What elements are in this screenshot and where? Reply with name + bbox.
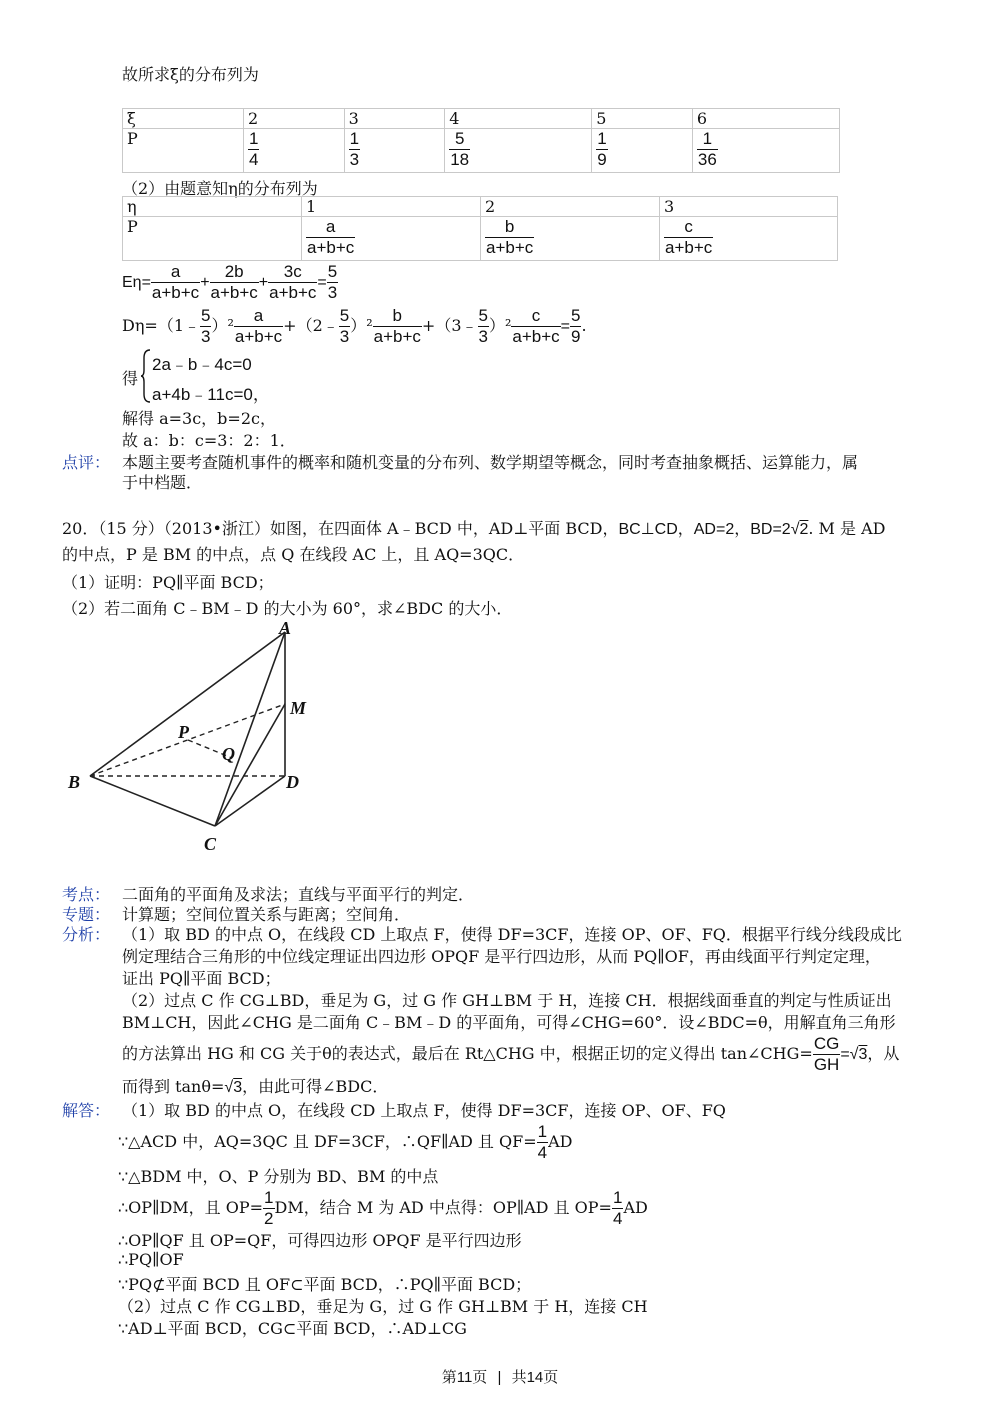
comment-line-1: 本题主要考查随机事件的概率和随机变量的分布列、数学期望等概念，同时考查抽象概括、运算能力，属 — [122, 453, 859, 472]
fenxi-line-6: 的方法算出 HG 和 CG 关于θ的表达式，最后在 Rt△CHG 中，根据正切的定义得出 tan∠CHG= $\frac{CG}{GH}$ =√3，从 — [122, 1034, 900, 1074]
label-a: A — [279, 618, 292, 638]
fenxi-line-2: 例定理结合三角形的中位线定理证出四边形 OPQF 是平行四边形，从而 PQ∥OF，再由线面平行判定定理， — [122, 947, 881, 966]
prob-fraction: $\frac{1}{9}$ — [597, 129, 607, 169]
page-number: 第11页 — [441, 1369, 488, 1386]
jieda-line-6: ∴PQ∥OF — [118, 1250, 184, 1269]
prob-fraction: $\frac{1}{36}$ — [697, 129, 717, 169]
intro-line: 故所求ξ的分布列为 — [122, 65, 259, 84]
edge-mc — [215, 704, 285, 826]
table-cell-value: 3 — [344, 109, 445, 129]
label-c: C — [204, 834, 217, 854]
question-1: （1）证明：PQ∥平面 BCD； — [62, 573, 274, 592]
footer-separator: | — [497, 1369, 502, 1386]
part2-line: （2）由题意知η的分布列为 — [122, 179, 318, 198]
equation-1: 2a﹣b﹣4c=0 — [152, 355, 252, 374]
fenxi-line-4: （2）过点 C 作 CG⊥BD，垂足为 G，过 G 作 GH⊥BM 于 H，连接 CH．根据线面垂直的判定与性质证出 — [122, 991, 892, 1010]
xi-distribution-table — [122, 108, 840, 173]
fenxi-line-1: （1）取 BD 的中点 O，在线段 CD 上取点 F，使得 DF=3CF，连接 OP、OF、FQ．根据平行线分线段成比 — [122, 925, 902, 944]
fenxi-line-5: BM⊥CH，因此∠CHG 是二面角 C﹣BM﹣D 的平面角，可得∠CHG=60°．设∠BDC=θ，用解直角三角形 — [122, 1013, 896, 1032]
table-cell-value: 2 — [481, 197, 660, 217]
jieda-line-9: ∵AD⊥平面 BCD，CG⊂平面 BCD，∴AD⊥CG — [118, 1319, 467, 1338]
label-b: B — [68, 772, 81, 792]
equation-2: a+4b﹣11c=0， — [152, 385, 270, 404]
kaodian-label: 考点： — [62, 885, 111, 904]
comment-line-2: 于中档题． — [122, 473, 203, 492]
jieda-label: 解答： — [62, 1101, 111, 1120]
question-2: （2）若二面角 C﹣BM﹣D 的大小为 60°，求∠BDC 的大小． — [62, 599, 513, 618]
page-total: 共14页 — [511, 1369, 559, 1386]
table-cell-value: 6 — [692, 109, 839, 129]
jieda-line-2: ∵△ACD 中，AQ=3QC 且 DF=3CF，∴QF∥AD 且 QF= $\frac{1}{4}$ AD — [118, 1122, 573, 1162]
label-p: P — [178, 722, 189, 742]
prob-fraction: $\frac{5}{18}$ — [450, 129, 470, 169]
kaodian-text: 二面角的平面角及求法；直线与平面平行的判定． — [122, 885, 475, 904]
jieda-line-8: （2）过点 C 作 CG⊥BD，垂足为 G，过 G 作 GH⊥BM 于 H，连接 CH — [118, 1297, 648, 1316]
zhuanti-text: 计算题；空间位置关系与距离；空间角． — [122, 905, 411, 924]
problem-20-line-2: 的中点，P 是 BM 的中点，点 Q 在线段 AC 上，且 AQ=3QC． — [62, 545, 525, 564]
table-cell-value: 2 — [244, 109, 345, 129]
label-d: D — [286, 772, 299, 792]
jieda-line-1: （1）取 BD 的中点 O，在线段 CD 上取点 F，使得 DF=3CF，连接 OP、OF、FQ — [122, 1101, 726, 1120]
jieda-line-7: ∵PQ⊄平面 BCD 且 OF⊂平面 BCD，∴PQ∥平面 BCD； — [118, 1275, 532, 1294]
prob-fraction: $\frac{a}{a+b+c}$ — [307, 217, 355, 257]
prob-fraction: $\frac{c}{a+b+c}$ — [665, 217, 713, 257]
table-cell-value: 3 — [660, 197, 838, 217]
edge-bc — [90, 776, 215, 826]
prob-fraction: $\frac{1}{4}$ — [249, 129, 259, 169]
table-cell-label: P — [123, 217, 302, 261]
page-footer — [0, 1366, 1000, 1387]
prob-fraction: $\frac{1}{3}$ — [349, 129, 360, 169]
variance-formula: Dη=（1﹣ $\frac{5}{3}$ ）² $\frac{a}{a+b+c}$ +（2﹣ $\frac{5}{3}$ ）² $\frac{b}{a+b+c}$ +（3﹣ $\frac{5}{3}$ ）² $\frac{c}{a+b+c}$ = $\frac{5}{9}$ . — [122, 306, 587, 346]
fenxi-line-7: 而得到 tanθ=√3，由此可得∠BDC． — [122, 1077, 389, 1096]
expectation-formula: Eη= $\frac{a}{a+b+c}$ + $\frac{2b}{a+b+c}$ + $\frac{3c}{a+b+c}$ = $\frac{5}{3}$ — [122, 262, 338, 302]
label-m: M — [290, 698, 307, 718]
tetrahedron-figure — [60, 618, 350, 858]
table-cell-value: 4 — [445, 109, 592, 129]
sqrt-sign: √ — [790, 521, 800, 538]
solve-line-2: 故 a：b：c=3：2：1． — [122, 431, 296, 450]
table-cell-value: 1 — [302, 197, 481, 217]
edge-cd — [215, 776, 285, 826]
brace-icon — [140, 348, 152, 404]
table-cell-label: η — [123, 197, 302, 217]
zhuanti-label: 专题： — [62, 905, 111, 924]
jieda-line-5: ∴OP∥QF 且 OP=QF，可得四边形 OPQF 是平行四边形 — [118, 1231, 522, 1250]
jieda-line-4: ∴OP∥DM，且 OP= $\frac{1}{2}$ DM，结合 M 为 AD 中点得：OP∥AD 且 OP= $\frac{1}{4}$ AD — [118, 1188, 648, 1228]
solve-line-1: 解得 a=3c，b=2c， — [122, 409, 276, 428]
label-q: Q — [222, 744, 235, 764]
table-cell-value: 5 — [592, 109, 693, 129]
table-cell-label: P — [123, 129, 244, 173]
edge-ac — [215, 632, 285, 826]
fenxi-label: 分析： — [62, 925, 111, 944]
comment-label: 点评： — [62, 453, 111, 472]
eta-distribution-table — [122, 196, 838, 261]
table-cell-label: ξ — [123, 109, 244, 129]
prob-fraction: $\frac{b}{a+b+c}$ — [486, 217, 534, 257]
jieda-line-3: ∵△BDM 中，O、P 分别为 BD、BM 的中点 — [118, 1167, 439, 1186]
equation-system-lead: 得 — [122, 369, 139, 388]
fenxi-line-3: 证出 PQ∥平面 BCD； — [122, 969, 281, 988]
problem-20-line-1: 20．（15 分）（2013•浙江）如图，在四面体 A﹣BCD 中，AD⊥平面 BCD，BC⊥CD，AD=2，BD=2√2. M 是 AD — [62, 519, 886, 538]
